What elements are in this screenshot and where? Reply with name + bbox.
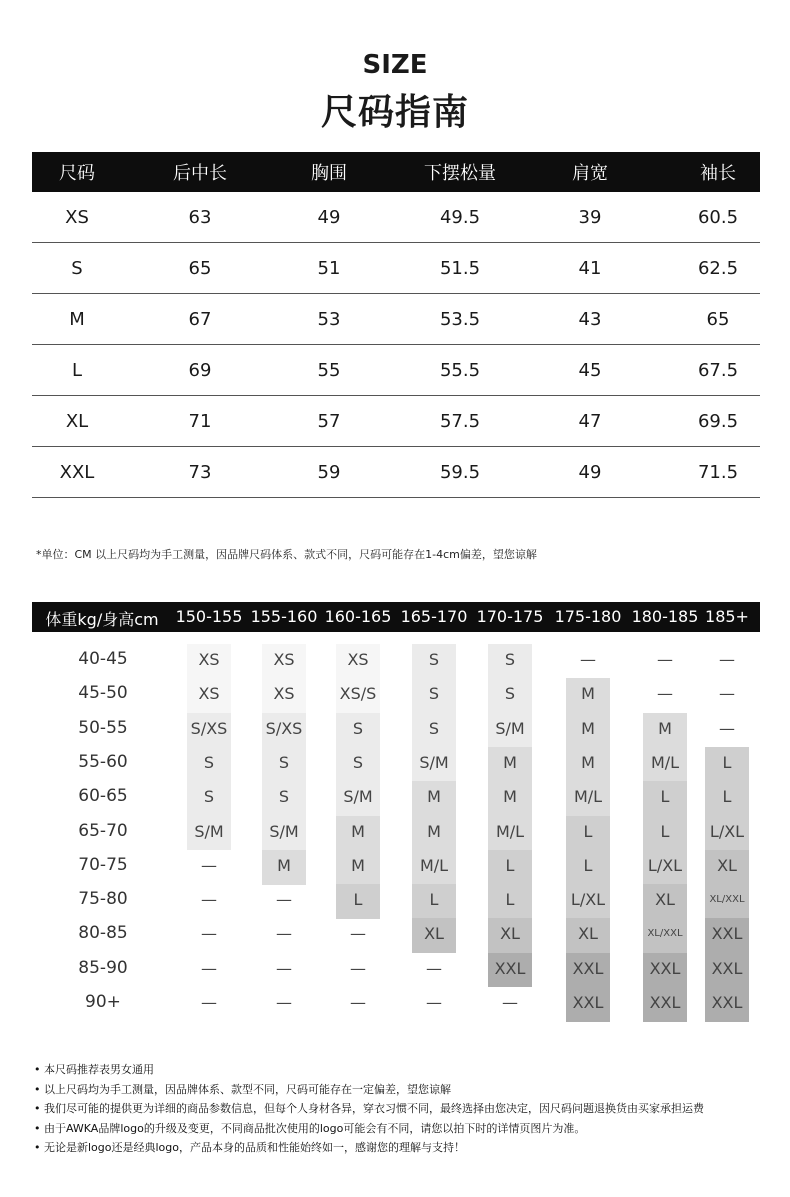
recommend-cell: S xyxy=(278,787,290,807)
size-table-cell: 55.5 xyxy=(439,359,481,381)
weight-label: 65-70 xyxy=(78,820,128,841)
size-table-header-cell: 后中长 xyxy=(173,163,227,184)
recommend-cell: S xyxy=(504,650,516,669)
recommend-cell: XL xyxy=(717,855,737,875)
recommend-cell: M xyxy=(427,787,441,807)
size-table-cell: 57.5 xyxy=(439,410,481,432)
recommend-cell: XL/XXL xyxy=(709,894,745,906)
recommend-cell: XXL xyxy=(711,958,743,978)
recommend-cell: L xyxy=(583,821,593,841)
recommend-cell: XL xyxy=(424,924,444,944)
size-table-row xyxy=(32,447,760,498)
size-table-cell: 73 xyxy=(188,461,212,483)
height-header: 170-175 xyxy=(476,607,544,626)
recommend-cell: M xyxy=(351,855,365,875)
size-table-row xyxy=(32,345,760,396)
recommend-cell: L xyxy=(722,752,732,772)
recommend-cell: S xyxy=(203,787,215,807)
recommend-cell: M/L xyxy=(495,821,525,841)
recommend-cell: M xyxy=(581,752,595,772)
recommend-cell: S xyxy=(428,684,440,704)
height-header: 185+ xyxy=(705,607,749,626)
size-table-cell: 51.5 xyxy=(439,257,481,279)
recommend-cell: L xyxy=(660,787,670,807)
height-header: 150-155 xyxy=(175,607,243,626)
recommend-cell: M xyxy=(503,752,517,772)
recommend-cell: S/M xyxy=(495,718,525,738)
recommend-cell: XS/S xyxy=(339,684,377,704)
recommend-cell: XXL xyxy=(649,993,681,1012)
size-table-cell: XXL xyxy=(59,461,95,483)
recommend-cell: L xyxy=(583,855,593,875)
size-table-header-cell: 下摆松量 xyxy=(424,163,496,184)
size-table-cell: 53 xyxy=(317,308,341,330)
recommend-cell: M xyxy=(581,718,595,738)
size-table-cell: 65 xyxy=(188,257,212,279)
recommend-cell: S/M xyxy=(419,752,449,772)
recommend-cell: S xyxy=(352,752,364,772)
size-table-cell: 45 xyxy=(578,359,602,381)
recommend-cell: M xyxy=(351,821,365,841)
recommend-cell: XS xyxy=(273,684,295,704)
recommend-cell: — xyxy=(201,855,217,875)
recommend-table-header xyxy=(32,602,760,632)
recommend-cell: M/L xyxy=(573,787,603,807)
recommend-cell: XS xyxy=(198,684,220,704)
recommend-cell: — xyxy=(580,650,596,669)
note-item: • 我们尽可能的提供更为详细的商品参数信息，但每个人身材各异，穿衣习惯不同，最终选择由您决定，因尺码问题退换货由买家承担运费 xyxy=(34,1102,704,1115)
recommend-cell: S xyxy=(352,718,364,738)
recommend-cell: L xyxy=(429,890,439,910)
recommend-cell: — xyxy=(657,684,673,704)
recommend-cell: — xyxy=(426,958,442,978)
recommend-cell: S xyxy=(203,752,215,772)
recommend-cell: L xyxy=(722,787,732,807)
recommend-cell: — xyxy=(201,993,217,1012)
size-table-cell: 53.5 xyxy=(439,308,481,330)
title-en: SIZE xyxy=(362,50,428,80)
size-table-row xyxy=(32,294,760,345)
weight-label: 55-60 xyxy=(78,751,128,772)
recommend-cell: M/L xyxy=(419,855,449,875)
recommend-cell: S/XS xyxy=(190,718,228,738)
recommend-cell: M xyxy=(427,821,441,841)
size-table-cell: 43 xyxy=(578,308,602,330)
size-table-cell: M xyxy=(69,308,85,330)
unit-note: *单位：CM 以上尺码均为手工测量，因品牌尺码体系、款式不同，尺码可能存在1-4cm偏差，望您谅解 xyxy=(36,548,537,561)
recommend-cell: S/XS xyxy=(265,718,303,738)
recommend-cell: S/M xyxy=(194,821,224,841)
recommend-cell: L xyxy=(353,890,363,910)
recommend-cell: S xyxy=(278,752,290,772)
size-table-cell: XS xyxy=(65,206,89,228)
recommend-cell: L/XL xyxy=(709,821,745,841)
note-item: • 以上尺码均为手工测量，因品牌体系、款型不同，尺码可能存在一定偏差，望您谅解 xyxy=(34,1082,451,1096)
weight-label: 80-85 xyxy=(78,923,128,944)
size-table-cell: 57 xyxy=(317,410,341,432)
recommend-cell: — xyxy=(276,958,292,978)
recommend-cell: XL xyxy=(655,890,675,910)
recommend-cell: — xyxy=(719,650,735,669)
note-item: • 本尺码推荐表男女通用 xyxy=(34,1063,154,1076)
size-table-cell: 49 xyxy=(317,206,341,228)
size-table-cell: 39 xyxy=(578,206,602,228)
size-table-header-cell: 肩宽 xyxy=(572,163,608,184)
recommend-cell: XL xyxy=(578,924,598,944)
recommend-cell: S xyxy=(504,684,516,704)
recommend-cell: — xyxy=(201,958,217,978)
size-table-row xyxy=(32,396,760,447)
size-table-cell: 62.5 xyxy=(697,257,739,279)
weight-label: 60-65 xyxy=(78,786,128,807)
size-table-header-cell: 袖长 xyxy=(700,163,736,184)
recommend-cell: — xyxy=(276,890,292,910)
notes-list xyxy=(34,1060,704,1158)
height-header: 180-185 xyxy=(631,607,699,626)
recommend-cell: XS xyxy=(273,650,295,669)
recommend-cell: XXL xyxy=(711,924,743,944)
size-table-row xyxy=(32,243,760,294)
recommend-cell: — xyxy=(276,924,292,944)
size-table-cell: S xyxy=(71,257,83,279)
size-table-header xyxy=(32,152,760,192)
recommend-cell: L/XL xyxy=(647,855,683,875)
recommend-cell: S xyxy=(428,650,440,669)
height-header: 160-165 xyxy=(324,607,392,626)
size-table-cell: 47 xyxy=(578,410,602,432)
recommend-cell: M xyxy=(503,787,517,807)
size-table-cell: 49 xyxy=(578,461,602,483)
recommend-cell: L xyxy=(660,821,670,841)
size-table-header-cell: 尺码 xyxy=(59,163,95,184)
size-table-cell: 60.5 xyxy=(697,206,739,228)
height-header: 165-170 xyxy=(400,607,468,626)
size-table-cell: 71 xyxy=(188,410,212,432)
size-table-cell: XL xyxy=(65,410,89,432)
weight-label: 85-90 xyxy=(78,957,128,978)
recommend-cell: — xyxy=(719,684,735,704)
weight-label: 75-80 xyxy=(78,889,128,910)
recommend-cell: XXL xyxy=(572,993,604,1012)
size-table-row xyxy=(32,192,760,243)
recommend-cell: XS xyxy=(198,650,220,669)
recommend-cell: — xyxy=(201,924,217,944)
recommend-cell: L xyxy=(505,855,515,875)
recommend-cell: S/M xyxy=(343,787,373,807)
size-table-header-cell: 胸围 xyxy=(311,163,347,184)
size-table-cell: 63 xyxy=(188,206,212,228)
size-table-cell: 55 xyxy=(317,359,341,381)
size-table-cell: 67.5 xyxy=(697,359,739,381)
recommend-cell: — xyxy=(350,924,366,944)
title-cn: 尺码指南 xyxy=(320,92,469,133)
recommend-cell: — xyxy=(350,958,366,978)
weight-label: 45-50 xyxy=(78,683,128,704)
weight-label: 90+ xyxy=(85,992,121,1012)
weight-label: 70-75 xyxy=(78,854,128,875)
recommend-cell: S/M xyxy=(269,821,299,841)
size-table-cell: 49.5 xyxy=(439,206,481,228)
recommend-cell: — xyxy=(657,650,673,669)
size-table-cell: 41 xyxy=(578,257,602,279)
recommend-cell: XXL xyxy=(572,958,604,978)
recommend-cell: M xyxy=(581,684,595,704)
size-table xyxy=(32,152,760,498)
recommend-cell: XL xyxy=(500,924,520,944)
recommend-cell: XL/XXL xyxy=(647,928,683,940)
size-table-cell: 51 xyxy=(317,257,341,279)
recommend-cell: XXL xyxy=(649,958,681,978)
recommend-cell: — xyxy=(426,993,442,1012)
recommend-cell: — xyxy=(201,890,217,910)
size-table-cell: 65 xyxy=(706,308,730,330)
weight-label: 50-55 xyxy=(78,717,128,738)
recommend-cell: S xyxy=(428,718,440,738)
recommend-cell: — xyxy=(350,993,366,1012)
weight-label: 40-45 xyxy=(78,649,128,669)
size-table-cell: 71.5 xyxy=(697,461,739,483)
recommend-cell: XXL xyxy=(494,958,526,978)
note-item: • 无论是新logo还是经典logo，产品本身的品质和性能始终如一，感谢您的理解与支持！ xyxy=(34,1141,465,1154)
recommend-cell: — xyxy=(719,718,735,738)
recommend-cell: — xyxy=(276,993,292,1012)
recommend-cell: L xyxy=(505,890,515,910)
recommend-cell: M xyxy=(658,718,672,738)
recommend-cell: M/L xyxy=(650,752,680,772)
size-table-cell: 69.5 xyxy=(697,410,739,432)
size-table-cell: 69 xyxy=(188,359,212,381)
size-table-cell: 59 xyxy=(317,461,341,483)
recommend-cell: XXL xyxy=(711,993,743,1012)
size-table-cell: 59.5 xyxy=(439,461,481,483)
note-item: • 由于AWKA品牌logo的升级及变更，不同商品批次使用的logo可能会有不同，请您以拍下时的详情页图片为准。 xyxy=(34,1121,586,1135)
recommend-cell: XS xyxy=(347,650,369,669)
corner-label: 体重kg/身高cm xyxy=(45,610,159,629)
size-table-cell: L xyxy=(71,359,83,381)
recommend-cell: L/XL xyxy=(570,890,606,910)
height-header: 175-180 xyxy=(554,607,622,626)
recommend-cell: — xyxy=(502,993,518,1012)
recommend-cell: M xyxy=(277,855,291,875)
size-table-cell: 67 xyxy=(188,308,212,330)
height-header: 155-160 xyxy=(250,607,318,626)
